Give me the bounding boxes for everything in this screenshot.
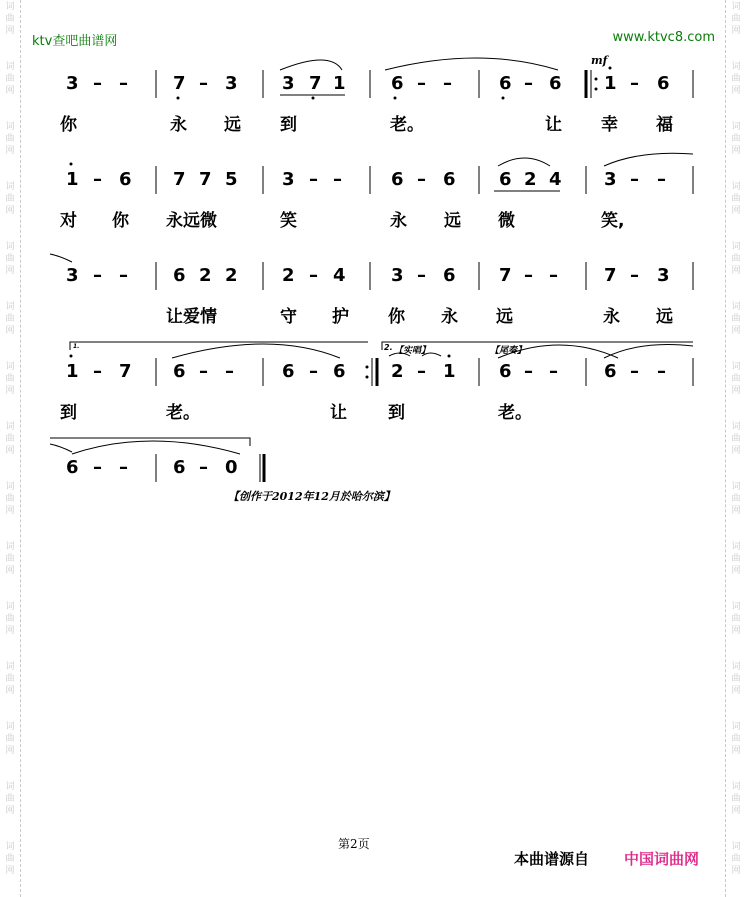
- note-symbol: 6: [333, 361, 346, 382]
- watermark-glyph: 词: [5, 722, 15, 732]
- source-site-link[interactable]: 中国词曲网: [624, 850, 700, 868]
- volta-brackets: [50, 342, 693, 446]
- volta-second-label: 2.: [384, 343, 393, 352]
- watermark-glyph: 词: [5, 62, 15, 72]
- watermark-glyph: 曲: [5, 674, 15, 684]
- note-symbol: 6: [657, 73, 670, 94]
- note-symbol: 7: [604, 265, 617, 286]
- watermark-glyph: 网: [731, 206, 741, 216]
- header-site-right[interactable]: www.ktvc8.com: [612, 30, 715, 45]
- watermark-glyph: 曲: [731, 554, 741, 564]
- watermark-glyph: 网: [731, 566, 741, 576]
- watermark-glyph: 曲: [731, 314, 741, 324]
- watermark-glyph: 网: [5, 386, 15, 396]
- note-symbol: 7: [499, 265, 512, 286]
- lyric-text: 永: [441, 307, 458, 327]
- note-symbol: –: [309, 169, 318, 190]
- lyric-text: 对: [60, 211, 77, 231]
- note-symbol: 6: [443, 265, 456, 286]
- volta-first-label: 1.: [73, 343, 80, 350]
- watermark-glyph: 网: [731, 506, 741, 516]
- note-symbol: –: [524, 73, 533, 94]
- watermark-glyph: 曲: [731, 14, 741, 24]
- watermark-glyph: 网: [731, 686, 741, 696]
- note-symbol: 7: [119, 361, 132, 382]
- note-symbol: 2: [225, 265, 238, 286]
- note-symbol: 1: [443, 361, 456, 382]
- watermark-glyph: 词: [731, 722, 741, 732]
- watermark-glyph: 曲: [731, 854, 741, 864]
- header-site-left[interactable]: ktv查吧曲谱网: [32, 34, 118, 49]
- note-symbol: –: [524, 361, 533, 382]
- slurs: [50, 58, 693, 454]
- note-symbol: –: [199, 361, 208, 382]
- lyric-text: 永: [170, 115, 187, 135]
- note-symbol: –: [333, 169, 342, 190]
- volta-second-tag-a: 【实唱】: [394, 346, 431, 356]
- note-symbol: –: [119, 457, 128, 478]
- watermark-glyph: 网: [5, 26, 15, 36]
- page-number: 第2页: [338, 837, 370, 851]
- lyric-text: 到: [388, 403, 405, 423]
- note-symbol: 6: [499, 361, 512, 382]
- watermark-glyph: 词: [5, 542, 15, 552]
- lyric-text: 你: [388, 307, 405, 327]
- watermark-glyph: 网: [731, 866, 741, 876]
- watermark-glyph: 词: [731, 842, 741, 852]
- note-symbol: 1: [333, 73, 346, 94]
- watermark-glyph: 词: [5, 842, 15, 852]
- note-symbol: –: [417, 265, 426, 286]
- watermark-glyph: 曲: [5, 254, 15, 264]
- note-symbol: –: [93, 73, 102, 94]
- watermark-glyph: 网: [5, 686, 15, 696]
- note-symbol: –: [119, 265, 128, 286]
- watermark-glyph: 网: [5, 806, 15, 816]
- dynamics-marking: mf: [591, 54, 608, 67]
- note-symbol: 1: [604, 73, 617, 94]
- watermark-glyph: 曲: [5, 314, 15, 324]
- watermark-glyph: 网: [731, 86, 741, 96]
- watermark-glyph: 词: [731, 362, 741, 372]
- note-symbol: –: [309, 361, 318, 382]
- watermark-glyph: 曲: [5, 494, 15, 504]
- watermark-glyph: 曲: [5, 554, 15, 564]
- lyric-text: 幸: [601, 115, 618, 135]
- note-symbol: –: [199, 457, 208, 478]
- note-symbol: 6: [604, 361, 617, 382]
- watermark-glyph: 曲: [5, 734, 15, 744]
- lyric-text: 你: [60, 115, 77, 135]
- note-symbol: –: [443, 73, 452, 94]
- watermark-glyph: 词: [731, 542, 741, 552]
- note-symbol: 6: [391, 169, 404, 190]
- note-symbol: –: [630, 73, 639, 94]
- watermark-glyph: 网: [731, 746, 741, 756]
- note-symbol: –: [417, 169, 426, 190]
- watermark-glyph: 网: [5, 326, 15, 336]
- note-symbol: 3: [657, 265, 670, 286]
- note-symbol: 0: [225, 457, 238, 478]
- watermark-glyph: 网: [731, 446, 741, 456]
- watermark-glyph: 网: [5, 146, 15, 156]
- lyric-text: 你: [112, 211, 129, 231]
- watermark-glyph: 曲: [731, 254, 741, 264]
- watermark-glyph: 曲: [5, 14, 15, 24]
- note-symbol: 6: [173, 361, 186, 382]
- note-symbol: –: [309, 265, 318, 286]
- note-symbol: 3: [225, 73, 238, 94]
- watermark-glyph: 网: [731, 326, 741, 336]
- volta-second-tag-b: 【尾奏】: [490, 346, 527, 356]
- note-symbol: –: [630, 169, 639, 190]
- note-symbol: 2: [199, 265, 212, 286]
- watermark-glyph: 网: [5, 86, 15, 96]
- watermark-glyph: 词: [5, 782, 15, 792]
- watermark-glyph: 曲: [731, 674, 741, 684]
- watermark-glyph: 词: [5, 482, 15, 492]
- note-symbol: –: [199, 73, 208, 94]
- watermark-glyph: 词: [731, 422, 741, 432]
- watermark-glyph: 词: [731, 2, 741, 12]
- watermark-glyph: 曲: [731, 134, 741, 144]
- watermark-glyph: 词: [5, 362, 15, 372]
- watermark-glyph: 词: [731, 122, 741, 132]
- watermark-glyph: 词: [731, 302, 741, 312]
- watermark-glyph: 曲: [5, 794, 15, 804]
- note-symbol: 7: [173, 73, 186, 94]
- watermark-glyph: 曲: [5, 614, 15, 624]
- lyric-text: 老。: [390, 115, 424, 135]
- watermark-glyph: 词: [5, 122, 15, 132]
- note-symbol: 3: [604, 169, 617, 190]
- watermark-glyph: 网: [731, 146, 741, 156]
- lyric-text: 到: [60, 403, 77, 423]
- note-symbol: 6: [173, 265, 186, 286]
- watermark-glyph: 网: [731, 386, 741, 396]
- note-symbol: 6: [499, 73, 512, 94]
- lyric-text: 微: [498, 211, 515, 231]
- watermark-glyph: 曲: [5, 434, 15, 444]
- note-symbol: 6: [391, 73, 404, 94]
- note-symbol: 6: [499, 169, 512, 190]
- lyric-text: 福: [656, 115, 673, 135]
- lyric-text: 远: [656, 307, 673, 327]
- creation-note: 【创作于2012年12月於哈尔滨】: [228, 490, 395, 503]
- watermark-glyph: 网: [731, 626, 741, 636]
- watermark-glyph: 词: [5, 2, 15, 12]
- watermark-glyph: 词: [5, 662, 15, 672]
- watermark-glyph: 曲: [731, 74, 741, 84]
- note-symbol: –: [93, 169, 102, 190]
- watermark-glyph: 词: [5, 242, 15, 252]
- note-symbol: 7: [309, 73, 322, 94]
- note-symbol: –: [630, 265, 639, 286]
- watermark-glyph: 词: [5, 422, 15, 432]
- watermark-glyph: 网: [5, 206, 15, 216]
- lyric-text: 远: [444, 211, 461, 231]
- note-symbol: 6: [119, 169, 132, 190]
- lyric-text: 永远微: [166, 211, 217, 231]
- lyric-text: 老。: [166, 403, 200, 423]
- lyric-text: 永: [603, 307, 620, 327]
- note-symbol: –: [657, 361, 666, 382]
- watermark-glyph: 曲: [5, 854, 15, 864]
- lyric-text: 到: [280, 115, 297, 135]
- watermark-glyph: 词: [731, 482, 741, 492]
- lyric-text: 永: [390, 211, 407, 231]
- note-symbol: 1: [66, 169, 79, 190]
- lyric-text: 远: [496, 307, 513, 327]
- watermark-glyph: 网: [5, 266, 15, 276]
- lyric-text: 让爱情: [166, 307, 217, 327]
- watermark-glyph: 曲: [731, 734, 741, 744]
- note-symbol: 2: [524, 169, 537, 190]
- note-symbol: 7: [199, 169, 212, 190]
- note-symbol: –: [657, 169, 666, 190]
- note-symbol: 6: [173, 457, 186, 478]
- lyric-text: 守: [280, 307, 297, 327]
- note-symbol: 2: [282, 265, 295, 286]
- note-symbol: 1: [66, 361, 79, 382]
- right-margin-strip: [725, 0, 746, 897]
- watermark-glyph: 词: [731, 602, 741, 612]
- note-symbol: 3: [66, 73, 79, 94]
- watermark-glyph: 曲: [731, 194, 741, 204]
- note-symbol: 6: [282, 361, 295, 382]
- lyric-text: 让: [330, 403, 347, 423]
- watermark-glyph: 曲: [731, 374, 741, 384]
- watermark-glyph: 曲: [5, 74, 15, 84]
- note-symbol: –: [630, 361, 639, 382]
- watermark-glyph: 词: [5, 182, 15, 192]
- octave-dots-low: [177, 97, 505, 100]
- watermark-glyph: 词: [731, 242, 741, 252]
- watermark-glyph: 网: [5, 866, 15, 876]
- note-symbol: –: [549, 265, 558, 286]
- watermark-glyph: 曲: [5, 194, 15, 204]
- note-symbol: 2: [391, 361, 404, 382]
- lyric-text: 护: [332, 307, 349, 327]
- watermark-glyph: 词: [731, 62, 741, 72]
- watermark-glyph: 网: [5, 506, 15, 516]
- note-symbol: 3: [391, 265, 404, 286]
- watermark-glyph: 曲: [731, 614, 741, 624]
- note-symbol: –: [93, 361, 102, 382]
- lyric-text: 让: [545, 115, 562, 135]
- note-symbol: 5: [225, 169, 238, 190]
- note-symbol: 3: [282, 73, 295, 94]
- note-symbol: –: [417, 361, 426, 382]
- watermark-glyph: 曲: [5, 374, 15, 384]
- watermark-glyph: 词: [731, 662, 741, 672]
- watermark-glyph: 网: [5, 746, 15, 756]
- watermark-glyph: 曲: [5, 134, 15, 144]
- note-symbol: –: [93, 265, 102, 286]
- watermark-glyph: 曲: [731, 494, 741, 504]
- note-symbol: 3: [66, 265, 79, 286]
- source-label: 本曲谱源自: [514, 850, 590, 868]
- note-symbol: –: [119, 73, 128, 94]
- watermark-glyph: 网: [5, 446, 15, 456]
- note-symbol: 6: [443, 169, 456, 190]
- lyric-text: 远: [224, 115, 241, 135]
- note-symbol: 7: [173, 169, 186, 190]
- note-symbol: 4: [549, 169, 562, 190]
- note-symbol: –: [93, 457, 102, 478]
- lyric-text: 笑: [280, 211, 297, 231]
- watermark-glyph: 词: [731, 182, 741, 192]
- watermark-glyph: 网: [5, 566, 15, 576]
- watermark-glyph: 网: [731, 26, 741, 36]
- note-symbol: 6: [549, 73, 562, 94]
- watermark-glyph: 词: [731, 782, 741, 792]
- note-symbol: –: [225, 361, 234, 382]
- watermark-glyph: 网: [731, 266, 741, 276]
- note-symbol: 6: [66, 457, 79, 478]
- lyric-text: 笑,: [601, 211, 625, 231]
- note-symbol: –: [524, 265, 533, 286]
- watermark-glyph: 曲: [731, 434, 741, 444]
- lyric-text: 老。: [498, 403, 532, 423]
- note-symbol: 3: [282, 169, 295, 190]
- note-symbol: –: [417, 73, 426, 94]
- watermark-glyph: 网: [731, 806, 741, 816]
- left-margin-strip: [0, 0, 21, 897]
- watermark-glyph: 网: [5, 626, 15, 636]
- note-symbol: 4: [333, 265, 346, 286]
- watermark-glyph: 词: [5, 602, 15, 612]
- note-symbol: –: [549, 361, 558, 382]
- watermark-glyph: 曲: [731, 794, 741, 804]
- watermark-glyph: 词: [5, 302, 15, 312]
